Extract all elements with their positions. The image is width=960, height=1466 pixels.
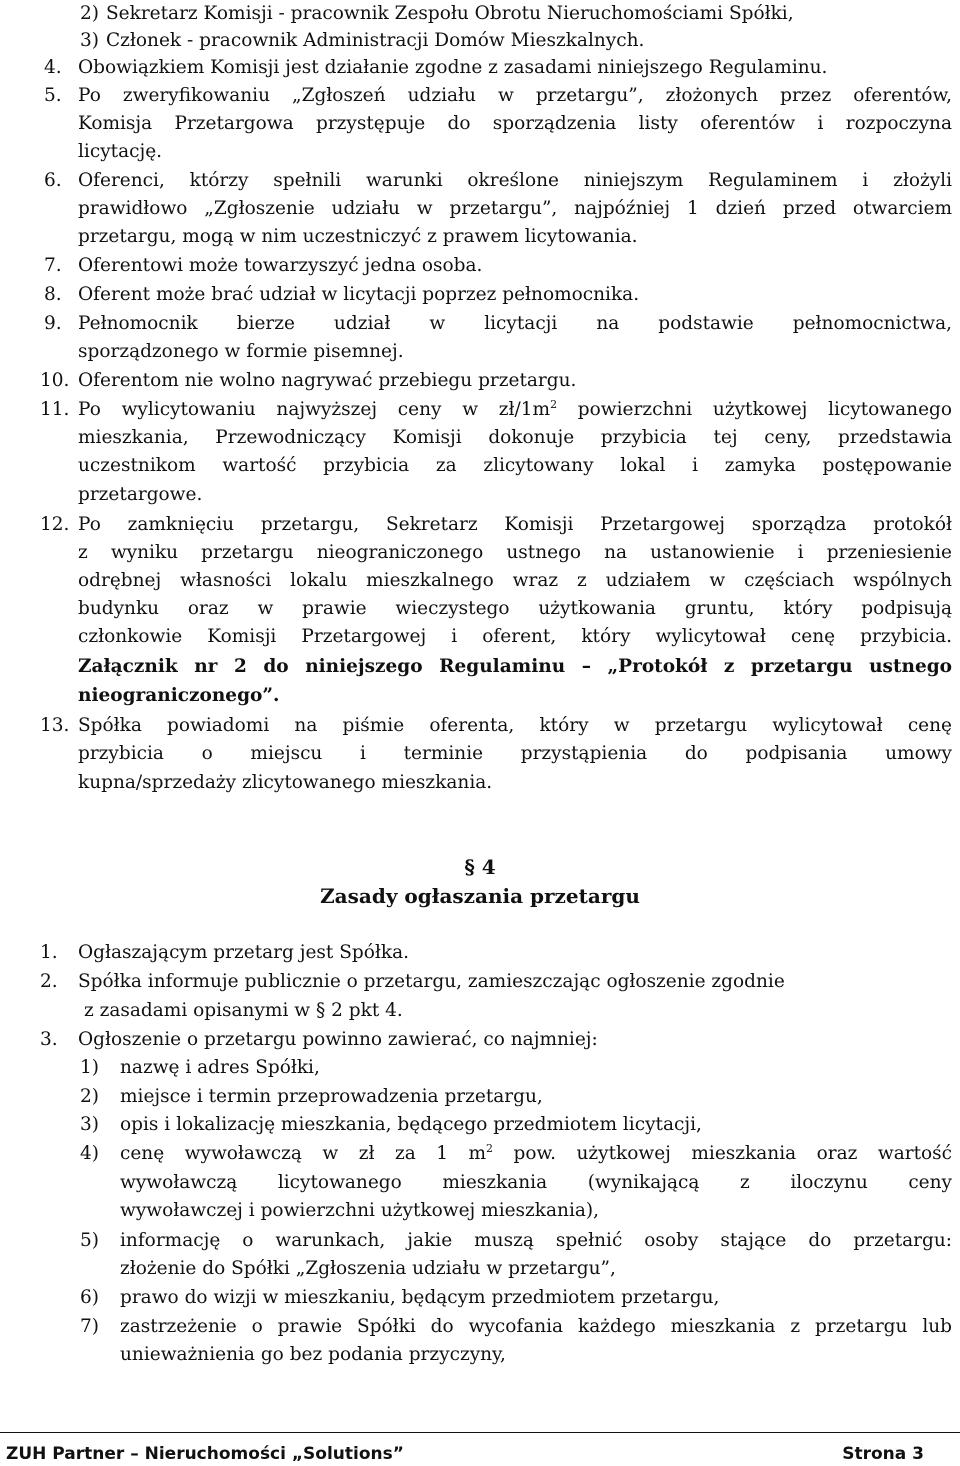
list-item-text: cenę wywoławczą w zł za 1 $m^2$ pow. użytkowej mieszkania oraz wartość [120,1142,952,1164]
list-number: 10. [40,370,70,391]
list-item-text: Członek - pracownik Administracji Domów Mieszkalnych. [106,30,645,51]
list-item-text: informację o warunkach, jakie muszą spełnić osoby stające do przetargu: [120,1230,952,1251]
list-item-text: przetargowe. [78,484,203,505]
list-number: 6) [80,1287,99,1308]
list-item-text: z zasadami opisanymi w § 2 pkt 4. [84,1000,403,1021]
list-number: 4. [44,57,62,78]
list-item-text: Spółka powiadomi na piśmie oferenta, który w przetargu wylicytował cenę [78,715,952,736]
list-number: 1. [40,942,58,963]
list-item-text: kupna/sprzedaży zlicytowanego mieszkania. [78,772,493,793]
list-item-text: przybicia o miejscu i terminie przystąpienia do podpisania umowy [78,743,952,764]
list-item-text: członkowie Komisji Przetargowej i oferent, który wylicytował cenę przybicia. [78,626,952,647]
list-item-text: Sekretarz Komisji - pracownik Zespołu Obrotu Nieruchomościami Spółki, [106,3,794,24]
list-number: 2. [40,971,58,992]
list-item-text: Ogłaszającym przetarg jest Spółka. [78,942,409,963]
list-item-text: sporządzonego w formie pisemnej. [78,341,404,362]
list-item-text: licytację. [78,141,163,162]
footer-divider [0,1432,960,1433]
list-item-text: Oferent może brać udział w licytacji poprzez pełnomocnika. [78,284,640,305]
list-item-text: nazwę i adres Spółki, [120,1057,320,1078]
list-number: 13. [40,715,70,736]
list-item-text: Ogłoszenie o przetargu powinno zawierać, co najmniej: [78,1029,598,1050]
list-number: 3) [80,1114,99,1135]
annex-reference: Załącznik nr 2 do niniejszego Regulaminu – „Protokół z przetargu ustnego [78,656,952,677]
list-item-text: Oferentowi może towarzyszyć jedna osoba. [78,255,483,276]
list-item-text: Oferenci, którzy spełnili warunki określone niniejszym Regulaminem i złożyli [78,170,952,191]
list-number: 4) [80,1143,99,1164]
list-item-text: z wyniku przetargu nieograniczonego ustnego na ustanowienie i przeniesienie [78,542,952,563]
list-item-text: Po zamknięciu przetargu, Sekretarz Komisji Przetargowej sporządza protokół [78,514,952,535]
superscript: 2 [486,1142,494,1155]
list-number: 3. [40,1029,58,1050]
superscript: 2 [550,398,558,411]
list-number: 5) [80,1230,99,1251]
list-number: 3) [80,30,99,51]
list-number: 12. [40,514,70,535]
annex-reference: nieograniczonego”. [78,685,280,706]
footer-company: ZUH Partner – Nieruchomości „Solutions” [6,1444,404,1464]
list-item-text: Po zweryfikowaniu „Zgłoszeń udziału w przetargu”, złożonych przez oferentów, [78,85,952,106]
list-item-text: zastrzeżenie o prawie Spółki do wycofania każdego mieszkania z przetargu lub [120,1316,952,1337]
list-number: 7) [80,1316,99,1337]
list-item-text: mieszkania, Przewodniczący Komisji dokonuje przybicia tej ceny, przedstawia [78,427,952,448]
section-title: Zasady ogłaszania przetargu [320,884,640,908]
list-item-text: Obowiązkiem Komisji jest działanie zgodne z zasadami niniejszego Regulaminu. [78,57,828,78]
list-item-text: Po wylicytowaniu najwyższej ceny w $zł/1m^2$ powierzchni użytkowej licytowanego [78,398,953,420]
list-item-text: wywoławczej i powierzchni użytkowej mieszkania), [120,1200,599,1221]
list-item-text: złożenie do Spółki „Zgłoszenia udziału w przetargu”, [120,1258,616,1279]
list-item-text: Komisja Przetargowa przystępuje do sporządzenia listy oferentów i rozpoczyna [78,113,952,134]
list-number: 7. [44,255,62,276]
list-number: 8. [44,284,62,305]
list-number: 5. [44,85,62,106]
list-item-text: przetargu, mogą w nim uczestniczyć z prawem licytowania. [78,226,638,247]
list-number: 2) [80,3,99,24]
list-number: 1) [80,1057,99,1078]
list-item-text: miejsce i termin przeprowadzenia przetargu, [120,1086,543,1107]
list-item-text: Spółka informuje publicznie o przetargu, zamieszczając ogłoszenie zgodnie [78,971,785,992]
list-item-text: uczestnikom wartość przybicia za zlicytowany lokal i zamyka postępowanie [78,455,952,476]
list-number: 2) [80,1086,99,1107]
list-item-text: Pełnomocnik bierze udział w licytacji na podstawie pełnomocnictwa, [78,313,952,334]
list-item-text: Oferentom nie wolno nagrywać przebiegu przetargu. [78,370,577,391]
list-number: 6. [44,170,62,191]
list-item-text: unieważnienia go bez podania przyczyny, [120,1344,506,1365]
section-number: § 4 [464,855,496,879]
list-number: 11. [40,399,70,420]
list-item-text: odrębnej własności lokalu mieszkalnego wraz z udziałem w częściach wspólnych [78,570,952,591]
list-number: 9. [44,313,62,334]
list-item-text: opis i lokalizację mieszkania, będącego przedmiotem licytacji, [120,1114,702,1135]
list-item-text: prawo do wizji w mieszkaniu, będącym przedmiotem przetargu, [120,1287,720,1308]
list-item-text: wywoławczą licytowanego mieszkania (wynikającą z iloczynu ceny [120,1172,952,1193]
page-number: Strona 3 [842,1444,924,1464]
list-item-text: prawidłowo „Zgłoszenie udziału w przetargu”, najpóźniej 1 dzień przed otwarciem [78,198,952,219]
list-item-text: budynku oraz w prawie wieczystego użytkowania gruntu, który podpisują [78,598,952,619]
